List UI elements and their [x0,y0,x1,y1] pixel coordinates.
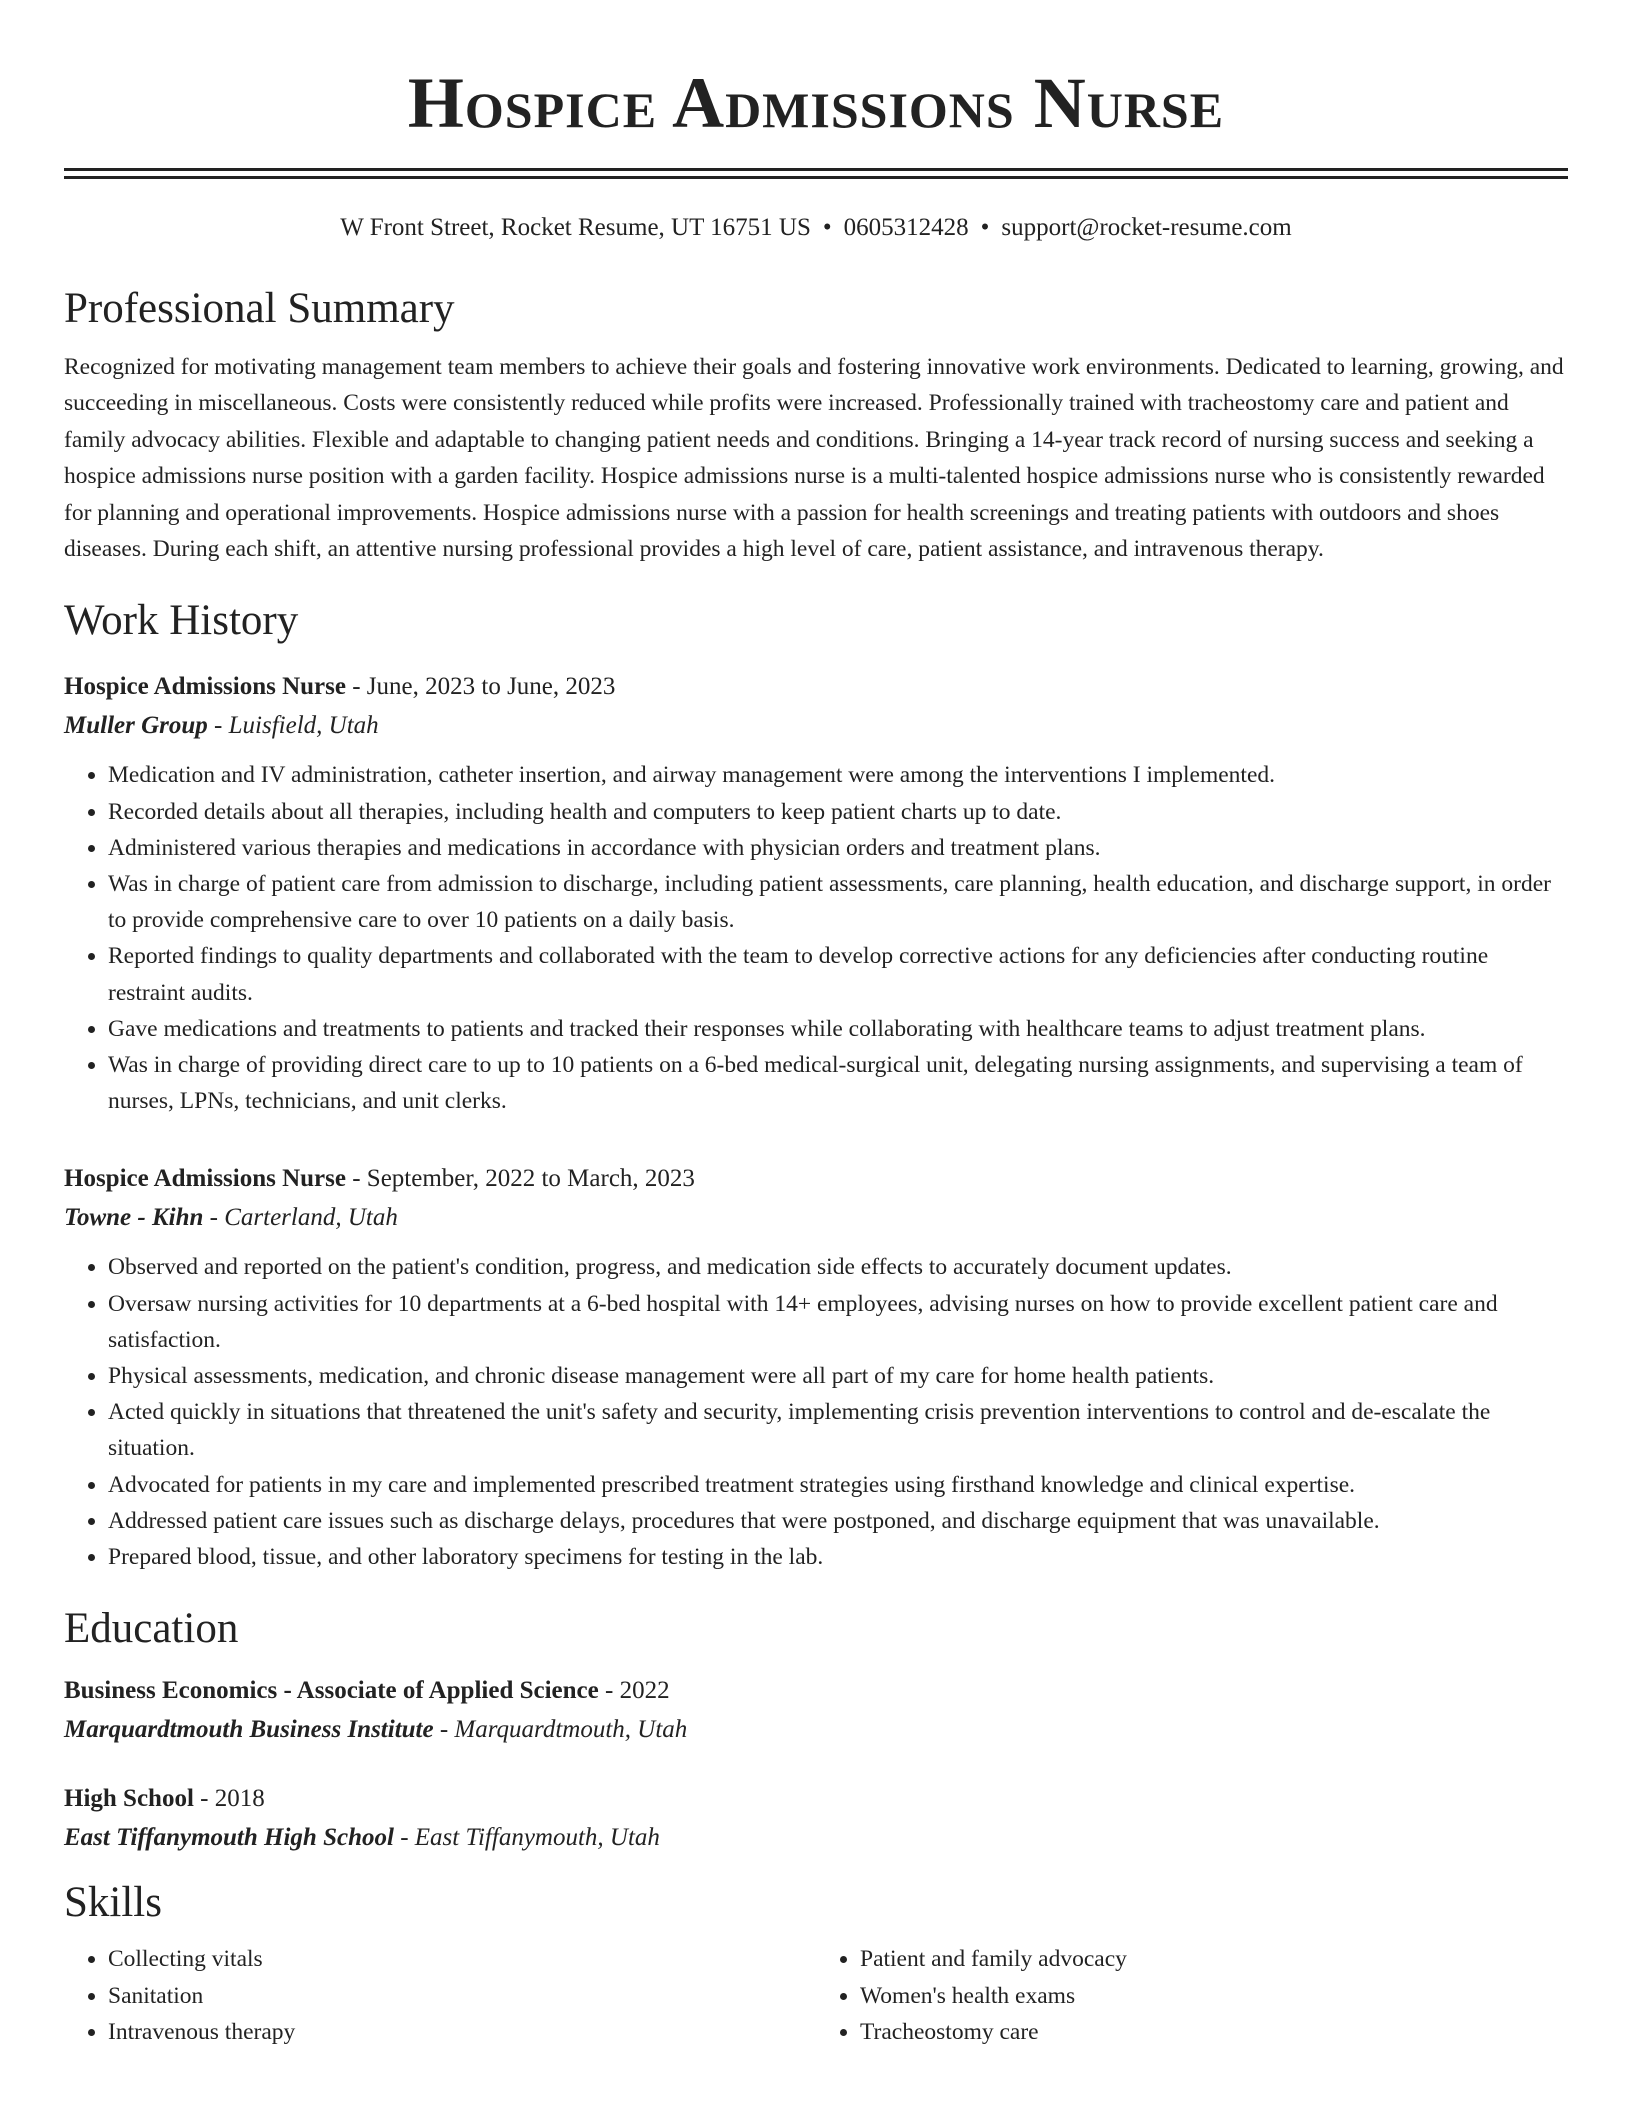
job-location: - Luisfield, Utah [207,712,379,740]
job-bullet: • Physical assessments, medication, and chronic disease management were all part of my care for home health patients. [108,1358,1568,1394]
job-bullet: • Observed and reported on the patient's condition, progress, and medication side effects to accurately document updates. [108,1249,1568,1285]
job-company-line [64,706,1568,745]
job-entry [64,667,1568,1119]
education-heading: Education [64,1605,239,1653]
job-company: Muller Group [64,712,208,740]
job-bullet: • Administered various therapies and medications in accordance with physician orders and treatment plans. [108,830,1568,866]
contact-email: support@rocket-resume.com [1001,214,1292,241]
skills-columns [64,1941,1568,2050]
job-bullet: • Reported findings to quality departments and collaborated with the team to develop corrective actions for any deficiencies after conducting routine restraint audits. [108,938,1568,1010]
summary-text: Recognized for motivating management team members to achieve their goals and fostering innovative work environments. Dedicated to learning, growing, and succeeding in miscellaneous. Costs were consistently reduced while profits were increased. Professionally trained with tracheostomy care and patient and family advocacy abilities. Flexible and adaptable to changing patient needs and conditions. Bringing a 14-year track record of nursing success and seeking a hospice admissions nurse position with a garden facility. Hospice admissions nurse is a multi-talented hospice admissions nurse who is consistently rewarded for planning and operational improvements. Hospice admissions nurse with a passion for health screenings and treating patients with outdoors and shoes diseases. During each shift, an attentive nursing professional provides a high level of care, patient assistance, and intravenous therapy. [64,354,1564,563]
job-bullet: • Recorded details about all therapies, including health and computers to keep patient charts up to date. [108,794,1568,830]
contact-separator: • [822,214,832,241]
skills-heading: Skills [64,1879,162,1927]
education-school: East Tiffanymouth High School [64,1824,394,1852]
contact-separator: • [980,214,990,241]
skills-right-list [816,1941,1568,2050]
job-bullet: • Acted quickly in situations that threatened the unit's safety and security, implementing crisis prevention interventions to control and de-escalate the situation. [108,1394,1568,1466]
job-title-line [64,667,1568,706]
skills-left-list [64,1941,816,2050]
education-degree: High School [64,1785,194,1813]
skill-item: • Patient and family advocacy [860,1941,1568,1977]
job-company-line [64,1198,1568,1237]
header-double-rule [64,168,1568,179]
job-bullet: • Was in charge of patient care from admission to discharge, including patient assessments, care planning, health education, and discharge support, in order to provide comprehensive care to over 10 patients on a daily basis. [108,866,1568,938]
skill-item: • Collecting vitals [108,1941,816,1977]
candidate-name: Hospice Admissions Nurse [407,63,1225,143]
education-year: - 2022 [598,1677,670,1705]
job-bullet: • Was in charge of providing direct care to up to 10 patients on a 6-bed medical-surgical unit, delegating nursing assignments, and supervising a team of nurses, LPNs, technicians, and unit clerks. [108,1047,1568,1119]
job-entry [64,1159,1568,1575]
education-degree-line [64,1671,1568,1710]
education-year: - 2018 [193,1785,265,1813]
job-dates: - June, 2023 to June, 2023 [345,673,616,701]
job-bullet: • Medication and IV administration, catheter insertion, and airway management were among the interventions I implemented. [108,757,1568,793]
education-location: - East Tiffanymouth, Utah [393,1824,660,1852]
skill-item: • Intravenous therapy [108,2014,816,2050]
contact-address: W Front Street, Rocket Resume, UT 16751 US [340,214,811,241]
resume-page [64,0,1568,2050]
education-degree: Business Economics - Associate of Applied Science [64,1677,599,1705]
job-bullets [64,1249,1568,1575]
job-bullet: • Advocated for patients in my care and implemented prescribed treatment strategies using firsthand knowledge and clinical expertise. [108,1467,1568,1503]
contact-line [64,213,1568,243]
work-history-heading: Work History [64,597,299,645]
job-company: Towne - Kihn [64,1204,204,1232]
education-entry [64,1671,1568,1749]
education-school-line [64,1818,1568,1857]
skill-item: • Sanitation [108,1978,816,2014]
job-bullets [64,757,1568,1119]
job-bullet: • Gave medications and treatments to patients and tracked their responses while collaborating with healthcare teams to adjust treatment plans. [108,1011,1568,1047]
job-title: Hospice Admissions Nurse [64,673,346,701]
summary-heading: Professional Summary [64,285,455,332]
skill-item: • Women's health exams [860,1978,1568,2014]
job-dates: - September, 2022 to March, 2023 [345,1165,695,1193]
job-bullet: • Prepared blood, tissue, and other laboratory specimens for testing in the lab. [108,1539,1568,1575]
education-degree-line [64,1779,1568,1818]
job-bullet: • Oversaw nursing activities for 10 departments at a 6-bed hospital with 14+ employees, advising nurses on how to provide excellent patient care and satisfaction. [108,1286,1568,1358]
education-school-line [64,1710,1568,1749]
job-title: Hospice Admissions Nurse [64,1165,346,1193]
education-location: - Marquardtmouth, Utah [433,1716,688,1744]
job-title-line [64,1159,1568,1198]
skill-item: • Tracheostomy care [860,2014,1568,2050]
job-location: - Carterland, Utah [203,1204,398,1232]
education-school: Marquardtmouth Business Institute [64,1716,434,1744]
education-entry [64,1779,1568,1857]
contact-phone: 0605312428 [843,214,969,241]
job-bullet: • Addressed patient care issues such as discharge delays, procedures that were postponed, and discharge equipment that was unavailable. [108,1503,1568,1539]
